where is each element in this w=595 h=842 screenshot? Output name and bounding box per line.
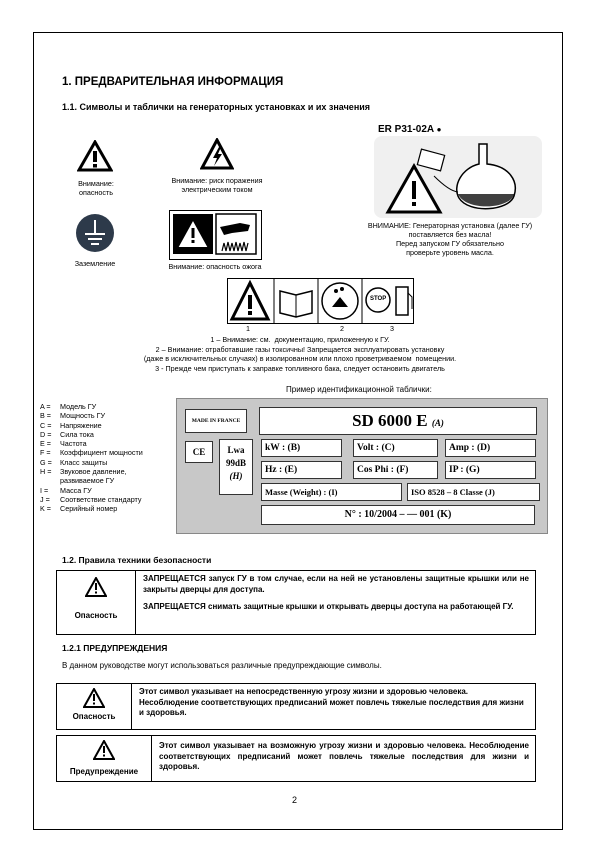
warning-box bbox=[56, 735, 536, 782]
safety-box-left bbox=[57, 571, 136, 634]
danger-triangle-icon bbox=[77, 140, 113, 172]
legend-row bbox=[40, 495, 143, 504]
legend-value: Соответствие стандарту bbox=[60, 494, 142, 504]
legend-value: Сила тока bbox=[60, 429, 94, 439]
identification-plate bbox=[176, 398, 548, 534]
earth-ground-icon bbox=[75, 213, 115, 253]
legend-row bbox=[40, 430, 143, 439]
cosphi-field: Cos Phi : (F) bbox=[353, 461, 438, 479]
burn-hazard-icon bbox=[170, 211, 261, 259]
legend-key: J = bbox=[40, 494, 50, 504]
safety-rule-2: ЗАПРЕЩАЕТСЯ снимать защитные крышки и открывать дверцы доступа на работающей ГУ. bbox=[143, 602, 514, 611]
legend-key: B = bbox=[40, 411, 51, 421]
danger-icon bbox=[85, 577, 107, 597]
ce-mark: CE bbox=[185, 441, 213, 463]
legend-key: H = bbox=[40, 467, 52, 477]
warning-icon bbox=[93, 740, 115, 760]
legend-value: Класс защиты bbox=[60, 457, 108, 467]
shock-caption: Внимание: риск поражения электрическим током bbox=[171, 176, 263, 194]
legend-row bbox=[40, 439, 143, 448]
legend-row bbox=[40, 448, 143, 457]
serial-field: N° : 10/2004 – — 001 (K) bbox=[261, 505, 535, 525]
safety-heading: 1.2. Правила техники безопасности bbox=[62, 555, 212, 565]
page-number: 2 bbox=[292, 795, 298, 805]
subsection-heading: 1.1. Символы и таблички на генераторных установках и их значения bbox=[62, 102, 371, 112]
legend-row bbox=[40, 411, 143, 420]
plate-title: Пример идентификационной таблички: bbox=[286, 385, 432, 394]
legend-key: E = bbox=[40, 439, 51, 449]
legend-row bbox=[40, 504, 143, 513]
legend-key: K = bbox=[40, 504, 51, 514]
oil-level-icon bbox=[374, 136, 542, 218]
label-notes: 1 – Внимание: см. документацию, приложенную к ГУ. 2 – Внимание: отработавшие газы токсичны! Запрещается эксплуатировать установку (даже в исключительных случаях) в изолированном или плохо проветриваемом помещении. 3 - Прежде чем приступать к заправке топливного бака, следует остановить двигатель bbox=[143, 335, 457, 373]
amp-field: Amp : (D) bbox=[445, 439, 536, 457]
label-number-2: 2 bbox=[340, 324, 344, 333]
label-number-1: 1 bbox=[246, 324, 250, 333]
legend-row bbox=[40, 476, 143, 485]
danger-box-left bbox=[57, 684, 132, 729]
combined-warning-label bbox=[227, 278, 414, 324]
model-box bbox=[259, 407, 537, 435]
lwa-label: Lwa bbox=[227, 445, 245, 455]
legend-key bbox=[40, 476, 60, 485]
legend-key: D = bbox=[40, 429, 52, 439]
oil-warning-text: ВНИМАНИЕ: Генераторная установка (далее ГУ) поставляется без масла! Перед запуском ГУ обязательно проверьте уровень масла. bbox=[367, 221, 533, 257]
lwa-box bbox=[219, 439, 253, 495]
warning-box-left bbox=[57, 736, 152, 781]
iso-field: ISO 8528 – 8 Classe (J) bbox=[407, 483, 540, 501]
legend-key: A = bbox=[40, 402, 51, 411]
volt-field: Volt : (C) bbox=[353, 439, 438, 457]
legend-value: Серийный номер bbox=[60, 504, 118, 514]
burn-caption: Внимание: опасность ожога bbox=[168, 262, 262, 271]
burn-sign bbox=[169, 210, 262, 260]
legend-row bbox=[40, 467, 143, 476]
section-heading: 1. ПРЕДВАРИТЕЛЬНАЯ ИНФОРМАЦИЯ bbox=[62, 76, 284, 88]
legend-key: F = bbox=[40, 448, 51, 458]
danger-icon bbox=[83, 688, 105, 708]
hz-field: Hz : (E) bbox=[261, 461, 342, 479]
lwa-value: 99dB bbox=[225, 458, 246, 468]
legend-key: I = bbox=[40, 485, 49, 495]
legend-row bbox=[40, 458, 143, 467]
danger-box-text: Этот символ указывает на непосредственную угрозу жизни и здоровью человека. Несоблюдение соответствующих предписаний может повлечь тяжелые последствия для жизни и здоровья. bbox=[139, 687, 524, 717]
safety-rule-1: ЗАПРЕЩАЕТСЯ запуск ГУ в том случае, если на ней не установлены защитные крышки или не закрыты дверцы для доступа. bbox=[143, 574, 529, 594]
danger-box-label: Опасность bbox=[72, 712, 116, 721]
oil-code-label: ER P31-02A ● bbox=[378, 124, 442, 135]
legend-value: Частота bbox=[60, 439, 87, 449]
warning-box-label: Предупреждение bbox=[69, 767, 139, 776]
legend-value: Звуковое давление, bbox=[60, 467, 127, 477]
legend-value: Коэффициент мощности bbox=[60, 448, 143, 458]
legend-key: C = bbox=[40, 420, 52, 430]
ip-field: IP : (G) bbox=[445, 461, 536, 479]
legend-value: Напряжение bbox=[60, 420, 102, 430]
legend-row bbox=[40, 486, 143, 495]
masse-field: Masse (Weight) : (I) bbox=[261, 483, 402, 501]
model-name: SD 6000 E bbox=[352, 411, 428, 430]
legend-key: G = bbox=[40, 457, 52, 467]
oil-warning-panel bbox=[374, 136, 542, 218]
plate-legend bbox=[40, 402, 143, 514]
legend-row bbox=[40, 421, 143, 430]
safety-box bbox=[56, 570, 536, 635]
danger-caption: Внимание: опасность bbox=[78, 179, 114, 197]
legend-row bbox=[40, 402, 143, 411]
warnings-intro: В данном руководстве могут использоваться различные предупреждающие символы. bbox=[62, 661, 382, 670]
lwa-ref: (H) bbox=[229, 471, 243, 481]
model-ref: (A) bbox=[431, 418, 444, 428]
made-in-label: MADE IN FRANCE bbox=[185, 409, 247, 433]
legend-value: развиваемое ГУ bbox=[60, 476, 115, 486]
kw-field: kW : (B) bbox=[261, 439, 342, 457]
earth-caption: Заземление bbox=[74, 259, 116, 268]
legend-value: Масса ГУ bbox=[60, 485, 92, 495]
warnings-heading: 1.2.1 ПРЕДУПРЕЖДЕНИЯ bbox=[62, 643, 168, 653]
electric-shock-icon bbox=[200, 138, 234, 170]
stop-text: STOP bbox=[370, 296, 387, 302]
label-number-3: 3 bbox=[390, 324, 394, 333]
danger-box bbox=[56, 683, 536, 730]
safety-label: Опасность bbox=[74, 611, 118, 620]
legend-value: Мощность ГУ bbox=[60, 411, 106, 421]
legend-value: Модель ГУ bbox=[60, 402, 97, 411]
warning-box-text: Этот символ указывает на возможную угрозу жизни и здоровью человека. Несоблюдение соответствующих предписаний может повлечь тяжелые последствия для жизни и здоровья. bbox=[159, 741, 529, 771]
